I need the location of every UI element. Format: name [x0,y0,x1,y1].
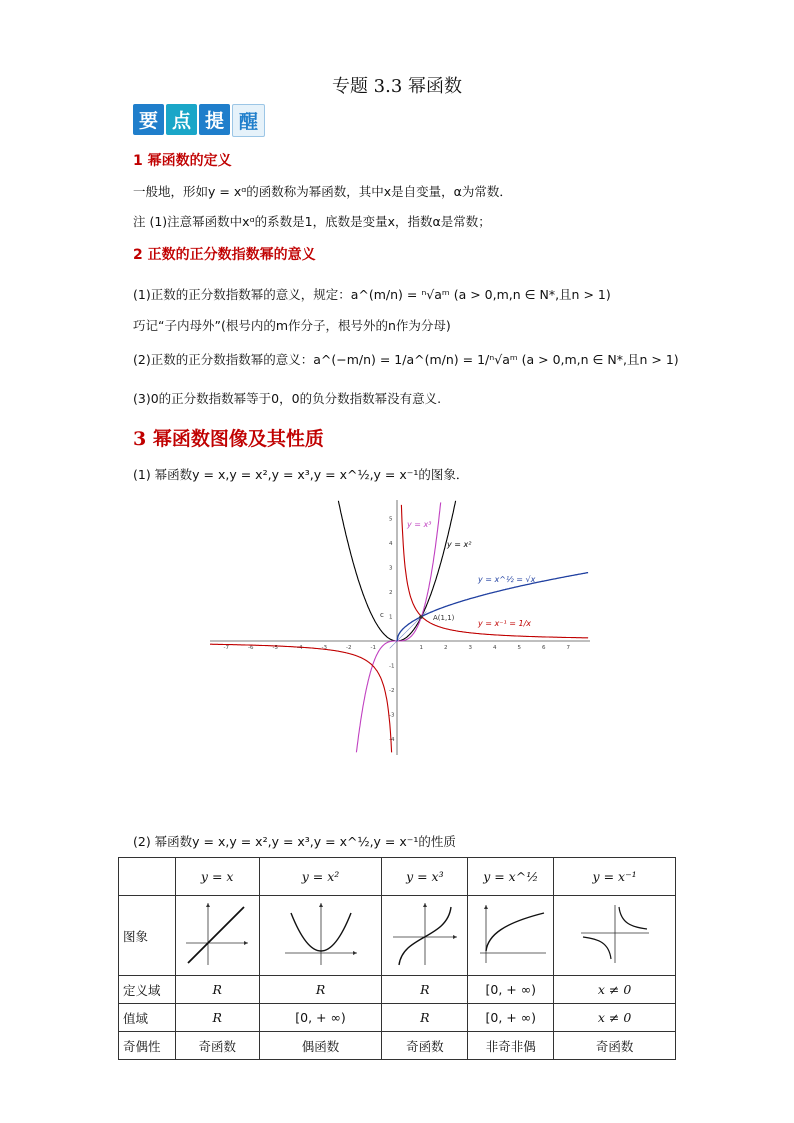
thumb-cube [382,896,468,976]
mnemonic-text: 巧记“子内母外”(根号内的m作分子，根号外的n作为分母) [133,318,451,333]
header-cell-empty [119,858,176,896]
y-tick-label: 3 [389,565,393,572]
label-reciprocal: y = x⁻¹ = 1/x [478,619,531,628]
thumbnail-cube-graph [389,899,461,969]
range-sqrt: [0, + ∞) [468,1004,554,1032]
label-cube: y = x³ [407,520,432,529]
header-y-recip: y = x⁻¹ [554,858,676,896]
range-square: [0, + ∞) [259,1004,382,1032]
x-tick-label: 7 [566,645,570,651]
section-3-heading: 3 幂函数图像及其性质 [133,428,324,450]
table-row-domain [119,976,676,1004]
row-label-parity: 奇偶性 [119,1032,176,1060]
x-tick-label: -2 [346,645,352,651]
zero-exponent-rule: (3)0的正分数指数幂等于0，0的负分数指数幂没有意义. [133,391,442,406]
x-tick-label: 6 [542,645,546,651]
x-tick-label: 2 [444,645,448,651]
label-sqrt: y = x^½ = √x [478,575,536,584]
x-tick-label: -3 [321,645,327,651]
domain-reciprocal: x ≠ 0 [554,976,676,1004]
x-tick-label: -4 [297,645,303,651]
point-a [419,615,423,619]
thumb-square [259,896,382,976]
thumb-sqrt [468,896,554,976]
y-tick-labels [389,517,395,744]
badge-char-2: 点 [166,104,197,135]
thumb-reciprocal [554,896,676,976]
graph-caption: (1) 幂函数y = x,y = x²,y = x³,y = x^½,y = x⁻¹的图象． [133,467,469,482]
thumbnail-square-graph [281,899,361,969]
table-row-graph [119,896,676,976]
header-y-sqrt: y = x^½ [468,858,554,896]
y-tick-label: 4 [389,541,393,547]
range-linear: R [175,1004,259,1032]
negative-exponent-rule: (2)正数的正分数指数幂的意义：a^(−m/n) = 1/a^(m/n) = 1/ⁿ√aᵐ (a > 0,m,n ∈ N*,且n > 1) [133,352,679,367]
x-tick-label: 5 [517,645,521,651]
table-row-parity [119,1032,676,1060]
y-tick-label: 5 [389,516,393,523]
range-cube: R [382,1004,468,1032]
thumbnail-reciprocal-graph [575,899,655,969]
thumbnail-linear-graph [182,899,252,969]
label-point-a: A(1,1) [433,614,455,622]
badge-char-3: 提 [199,104,230,135]
label-square: y = x² [447,540,472,549]
x-tick-label: -5 [272,645,278,651]
range-reciprocal: x ≠ 0 [554,1004,676,1032]
domain-sqrt: [0, + ∞) [468,976,554,1004]
section-2-heading: 2 正数的正分数指数幂的意义 [133,247,316,263]
y-tick-label: 1 [389,614,393,621]
table-row-range [119,1004,676,1032]
y-tick-label: -3 [389,712,395,719]
page-title: 专题 3.3 幂函数 [331,76,463,97]
parity-reciprocal: 奇函数 [554,1032,676,1060]
header-y-x3: y = x³ [382,858,468,896]
parity-cube: 奇函数 [382,1032,468,1060]
y-tick-label: 2 [389,590,393,596]
y-tick-label: -2 [389,688,395,694]
x-tick-label: -7 [223,645,229,651]
header-y-x2: y = x² [259,858,382,896]
parity-sqrt: 非奇非偶 [468,1032,554,1060]
positive-exponent-rule: (1)正数的正分数指数幂的意义，规定：a^(m/n) = ⁿ√aᵐ (a > 0,m,n ∈ N*,且n > 1) [133,287,611,302]
table-header-row [119,858,676,896]
x-tick-label: -6 [248,645,254,651]
label-c: c [380,611,384,619]
parity-square: 偶函数 [259,1032,382,1060]
section-1-heading: 1 幂函数的定义 [133,153,232,169]
x-tick-label: 4 [493,645,497,651]
header-y-x: y = x [175,858,259,896]
definition-text: 一般地，形如y = xᵅ的函数称为幂函数，其中x是自变量，α为常数． [133,184,512,199]
domain-cube: R [382,976,468,1004]
definition-note: 注 (1)注意幂函数中xᵅ的系数是1，底数是变量x，指数α是常数； [133,214,491,229]
properties-table [118,857,676,1060]
domain-linear: R [175,976,259,1004]
x-tick-label: 1 [419,645,423,651]
badge-char-1: 要 [133,104,164,135]
x-tick-label: -1 [370,645,376,651]
badge-char-4: 醒 [232,104,265,137]
thumb-linear [175,896,259,976]
key-points-badge [133,104,265,137]
row-label-domain: 定义域 [119,976,176,1004]
properties-caption: (2) 幂函数y = x,y = x²,y = x³,y = x^½,y = x⁻¹的性质 [133,834,456,849]
row-label-range: 值域 [119,1004,176,1032]
thumbnail-sqrt-graph [474,899,548,969]
row-label-graph: 图象 [119,896,176,976]
parity-linear: 奇函数 [175,1032,259,1060]
curve-y-x-cubed [356,502,440,752]
y-tick-label: -4 [389,737,395,743]
power-function-graph [210,500,590,755]
domain-square: R [259,976,382,1004]
y-tick-label: -1 [389,663,395,670]
x-tick-label: 3 [468,645,472,651]
